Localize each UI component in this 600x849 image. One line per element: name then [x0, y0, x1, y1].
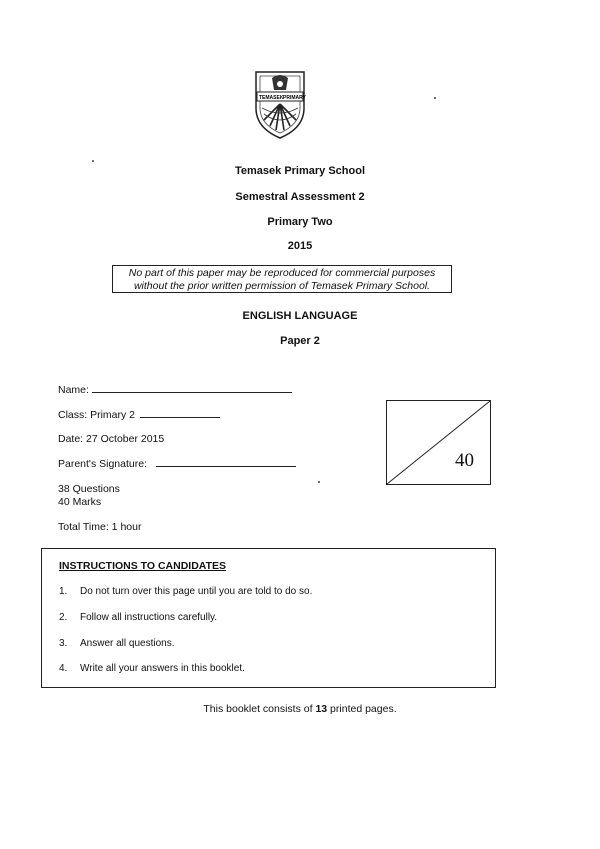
year: 2015: [287, 240, 313, 252]
notice-line-2: without the prior written permission of Temasek Primary School.: [133, 280, 431, 292]
copyright-notice: [112, 265, 452, 293]
signature-field[interactable]: [58, 458, 296, 470]
paper-title: Paper 2: [280, 335, 320, 347]
instructions-box: [41, 548, 496, 688]
notice-line-1: No part of this paper may be reproduced for commercial purposes: [128, 267, 436, 279]
instruction-item: 1. Do not turn over this page until you are told to do so.: [59, 586, 313, 597]
crest-text-left: TEMASEK: [259, 95, 284, 101]
class-field[interactable]: [58, 409, 220, 421]
scan-dot: [434, 97, 436, 99]
assessment-title: Semestral Assessment 2: [235, 191, 365, 203]
crest-text-right: PRIMARY: [283, 95, 306, 101]
instruction-item: 3. Answer all questions.: [59, 638, 175, 649]
questions-count: 38 Questions: [58, 483, 120, 495]
name-line[interactable]: [92, 392, 292, 393]
signature-line[interactable]: [156, 466, 296, 467]
marks-count: 40 Marks: [58, 496, 102, 508]
school-name: Temasek Primary School: [234, 165, 366, 177]
instruction-item: 2. Follow all instructions carefully.: [59, 612, 218, 623]
scan-dot: [318, 481, 320, 483]
total-time: Total Time: 1 hour: [58, 521, 142, 533]
page-count: 13: [315, 703, 328, 715]
class-label: Class: Primary 2: [58, 409, 136, 421]
subject-title: ENGLISH LANGUAGE: [242, 310, 358, 322]
scan-dot: [92, 160, 94, 162]
class-line[interactable]: [140, 417, 220, 418]
score-total: 40: [455, 450, 474, 471]
instruction-item: 4. Write all your answers in this booklet.: [59, 663, 245, 674]
name-label: Name:: [58, 384, 89, 396]
name-field[interactable]: [58, 384, 292, 396]
date-field: Date: 27 October 2015: [58, 433, 165, 445]
school-crest-icon: [250, 68, 310, 140]
signature-label: Parent's Signature:: [58, 458, 147, 470]
page-count-footer: This booklet consists of 13 printed pages.: [203, 703, 397, 715]
level: Primary Two: [267, 216, 333, 228]
instructions-title: INSTRUCTIONS TO CANDIDATES: [59, 560, 227, 572]
score-box: [386, 400, 491, 485]
